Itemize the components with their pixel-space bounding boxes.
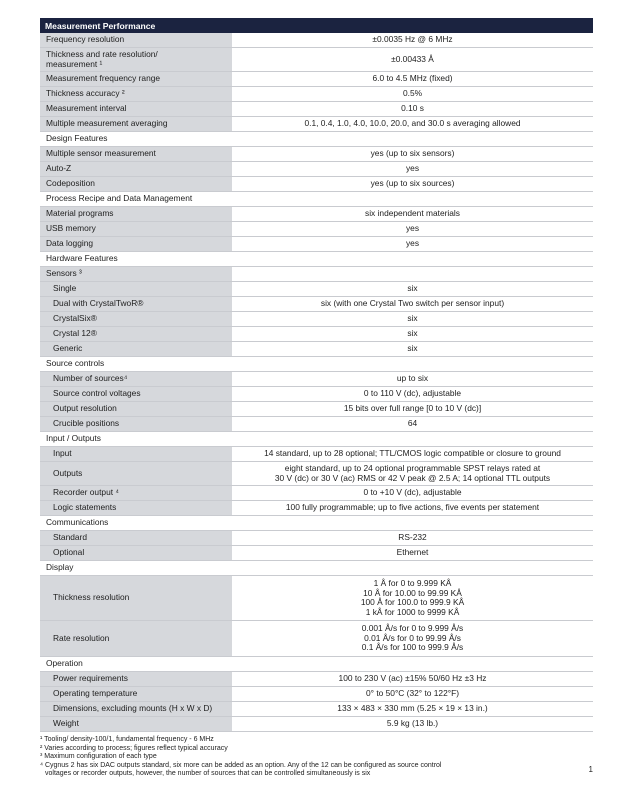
footnote-1: ¹ Tooling/ density-100/1, fundamental frequency - 6 MHz bbox=[40, 736, 214, 743]
row-value: 100 to 230 V (ac) ±15% 50/60 Hz ±3 Hz bbox=[338, 673, 487, 684]
table-row bbox=[40, 237, 593, 252]
row-value: 15 bits over full range [0 to 10 V (dc)] bbox=[343, 403, 482, 414]
row-label: Input bbox=[40, 447, 232, 461]
table-row bbox=[40, 267, 593, 282]
table-row bbox=[40, 387, 593, 402]
table-row bbox=[40, 576, 593, 621]
row-label: Recorder output ⁴ bbox=[40, 486, 232, 500]
table-row bbox=[40, 546, 593, 561]
section-header bbox=[40, 657, 593, 672]
section-label: Operation bbox=[40, 657, 83, 671]
spec-table bbox=[40, 18, 593, 732]
row-value: yes (up to six sensors) bbox=[370, 148, 455, 159]
table-row bbox=[40, 33, 593, 48]
row-value: six independent materials bbox=[365, 208, 460, 219]
section-header bbox=[40, 561, 593, 576]
table-row bbox=[40, 717, 593, 732]
table-row bbox=[40, 48, 593, 72]
table-row bbox=[40, 531, 593, 546]
row-value: 0.1, 0.4, 1.0, 4.0, 10.0, 20.0, and 30.0 s averaging allowed bbox=[304, 118, 521, 129]
row-value: six (with one Crystal Two switch per sensor input) bbox=[320, 298, 505, 309]
row-label: Crystal 12® bbox=[40, 327, 232, 341]
footnotes bbox=[40, 736, 593, 779]
row-label: Sensors ³ bbox=[40, 267, 232, 281]
table-row bbox=[40, 162, 593, 177]
row-value: 0.001 Å/s for 0 to 9.999 Å/s 0.01 Å/s for 0 to 99.99 Å/s 0.1 Å/s for 100 to 999.9 Å/s bbox=[361, 623, 464, 653]
row-value: up to six bbox=[396, 373, 429, 384]
footnote-2: ² Varies according to process; figures reflect typical accuracy bbox=[40, 744, 228, 752]
section-label: Input / Outputs bbox=[40, 432, 101, 446]
row-label: Single bbox=[40, 282, 232, 296]
table-row bbox=[40, 687, 593, 702]
table-row bbox=[40, 501, 593, 516]
row-label: Thickness resolution bbox=[40, 576, 232, 620]
row-label: Frequency resolution bbox=[40, 33, 232, 47]
table-row bbox=[40, 72, 593, 87]
row-label: CrystalSix® bbox=[40, 312, 232, 326]
table-row bbox=[40, 147, 593, 162]
table-row bbox=[40, 702, 593, 717]
table-row bbox=[40, 177, 593, 192]
section-label: Display bbox=[40, 561, 73, 575]
row-value: 133 × 483 × 330 mm (5.25 × 19 × 13 in.) bbox=[337, 703, 488, 714]
row-value: six bbox=[407, 313, 418, 324]
table-row bbox=[40, 342, 593, 357]
table-row bbox=[40, 297, 593, 312]
footnote-4-continued: voltages or recorder outputs, however, the number of sources that can be controlled simultaneously is six bbox=[45, 770, 371, 777]
row-value: ±0.0035 Hz @ 6 MHz bbox=[372, 34, 453, 45]
row-value: six bbox=[407, 343, 418, 354]
row-label: Thickness and rate resolution/ measurement ¹ bbox=[40, 48, 232, 71]
table-row bbox=[40, 87, 593, 102]
row-value: yes bbox=[405, 223, 420, 234]
row-value: six bbox=[407, 328, 418, 339]
row-value: 64 bbox=[407, 418, 418, 429]
row-label: Source control voltages bbox=[40, 387, 232, 401]
row-value: yes bbox=[405, 238, 420, 249]
table-body bbox=[40, 33, 593, 732]
footnote-3: ³ Maximum configuration of each type bbox=[40, 753, 157, 760]
row-value: eight standard, up to 24 optional programmable SPST relays rated at 30 V (dc) or 30 V (ac) RMS or 42 V peak @ 2.5 A; 14 optional TTL outputs bbox=[274, 463, 551, 483]
row-label: Outputs bbox=[40, 462, 232, 485]
row-value: 5.9 kg (13 lb.) bbox=[386, 718, 439, 729]
row-value: 0.10 s bbox=[401, 103, 424, 114]
row-value: Ethernet bbox=[396, 547, 429, 558]
table-row bbox=[40, 402, 593, 417]
footnote-4: ⁴ Cygnus 2 has six DAC outputs standard, six more can be added as an option. Any of the 12 can be configured as source control bbox=[40, 761, 442, 769]
row-label: Logic statements bbox=[40, 501, 232, 515]
row-value: yes (up to six sources) bbox=[370, 178, 455, 189]
row-label: Dual with CrystalTwoR® bbox=[40, 297, 232, 311]
table-row bbox=[40, 447, 593, 462]
row-label: Operating temperature bbox=[40, 687, 232, 701]
table-row bbox=[40, 672, 593, 687]
row-value: 6.0 to 4.5 MHz (fixed) bbox=[372, 73, 453, 84]
row-value: ±0.00433 Å bbox=[391, 53, 434, 64]
table-row bbox=[40, 222, 593, 237]
table-row bbox=[40, 372, 593, 387]
row-label: Auto-Z bbox=[40, 162, 232, 176]
row-value: 0 to 110 V (dc), adjustable bbox=[363, 388, 462, 399]
row-label: Output resolution bbox=[40, 402, 232, 416]
row-label: Measurement interval bbox=[40, 102, 232, 116]
row-label: Codeposition bbox=[40, 177, 232, 191]
row-label: Multiple measurement averaging bbox=[40, 117, 232, 131]
row-label: Rate resolution bbox=[40, 621, 232, 656]
section-header bbox=[40, 516, 593, 531]
table-row bbox=[40, 486, 593, 501]
row-value: 14 standard, up to 28 optional; TTL/CMOS logic compatible or closure to ground bbox=[264, 448, 561, 459]
row-label: Measurement frequency range bbox=[40, 72, 232, 86]
section-label: Process Recipe and Data Management bbox=[40, 192, 192, 206]
table-row bbox=[40, 417, 593, 432]
row-label: Number of sources⁴ bbox=[40, 372, 232, 386]
row-label: Standard bbox=[40, 531, 232, 545]
row-value: yes bbox=[405, 163, 420, 174]
section-label: Design Features bbox=[40, 132, 107, 146]
table-row bbox=[40, 312, 593, 327]
row-label: Crucible positions bbox=[40, 417, 232, 431]
table-row bbox=[40, 207, 593, 222]
section-label: Hardware Features bbox=[40, 252, 118, 266]
row-label: Data logging bbox=[40, 237, 232, 251]
row-value: 0° to 50°C (32° to 122°F) bbox=[365, 688, 459, 699]
table-title: Measurement Performance bbox=[40, 18, 593, 33]
section-label: Source controls bbox=[40, 357, 104, 371]
section-label: Communications bbox=[40, 516, 108, 530]
row-value: RS-232 bbox=[398, 532, 427, 543]
row-label: Power requirements bbox=[40, 672, 232, 686]
row-value: 0 to +10 V (dc), adjustable bbox=[363, 487, 462, 498]
row-label: Dimensions, excluding mounts (H x W x D) bbox=[40, 702, 232, 716]
section-header bbox=[40, 192, 593, 207]
row-label: Generic bbox=[40, 342, 232, 356]
table-row bbox=[40, 327, 593, 342]
table-row bbox=[40, 102, 593, 117]
table-row bbox=[40, 621, 593, 657]
row-label: Multiple sensor measurement bbox=[40, 147, 232, 161]
row-label: Material programs bbox=[40, 207, 232, 221]
row-label: Thickness accuracy ² bbox=[40, 87, 232, 101]
page-number: 1 bbox=[588, 765, 593, 774]
row-value: six bbox=[407, 283, 418, 294]
row-value: 1 Å for 0 to 9.999 KÅ 10 Å for 10.00 to 99.99 KÅ 100 Å for 100.0 to 999.9 KÅ 1 kÅ for 1000 to 9999 KÅ bbox=[360, 578, 465, 617]
row-label: Weight bbox=[40, 717, 232, 731]
table-row bbox=[40, 117, 593, 132]
table-row bbox=[40, 462, 593, 486]
row-label: USB memory bbox=[40, 222, 232, 236]
row-value: 0.5% bbox=[402, 88, 423, 99]
section-header bbox=[40, 252, 593, 267]
section-header bbox=[40, 432, 593, 447]
section-header bbox=[40, 132, 593, 147]
section-header bbox=[40, 357, 593, 372]
row-label: Optional bbox=[40, 546, 232, 560]
row-value: 100 fully programmable; up to five actions, five events per statement bbox=[285, 502, 540, 513]
table-row bbox=[40, 282, 593, 297]
